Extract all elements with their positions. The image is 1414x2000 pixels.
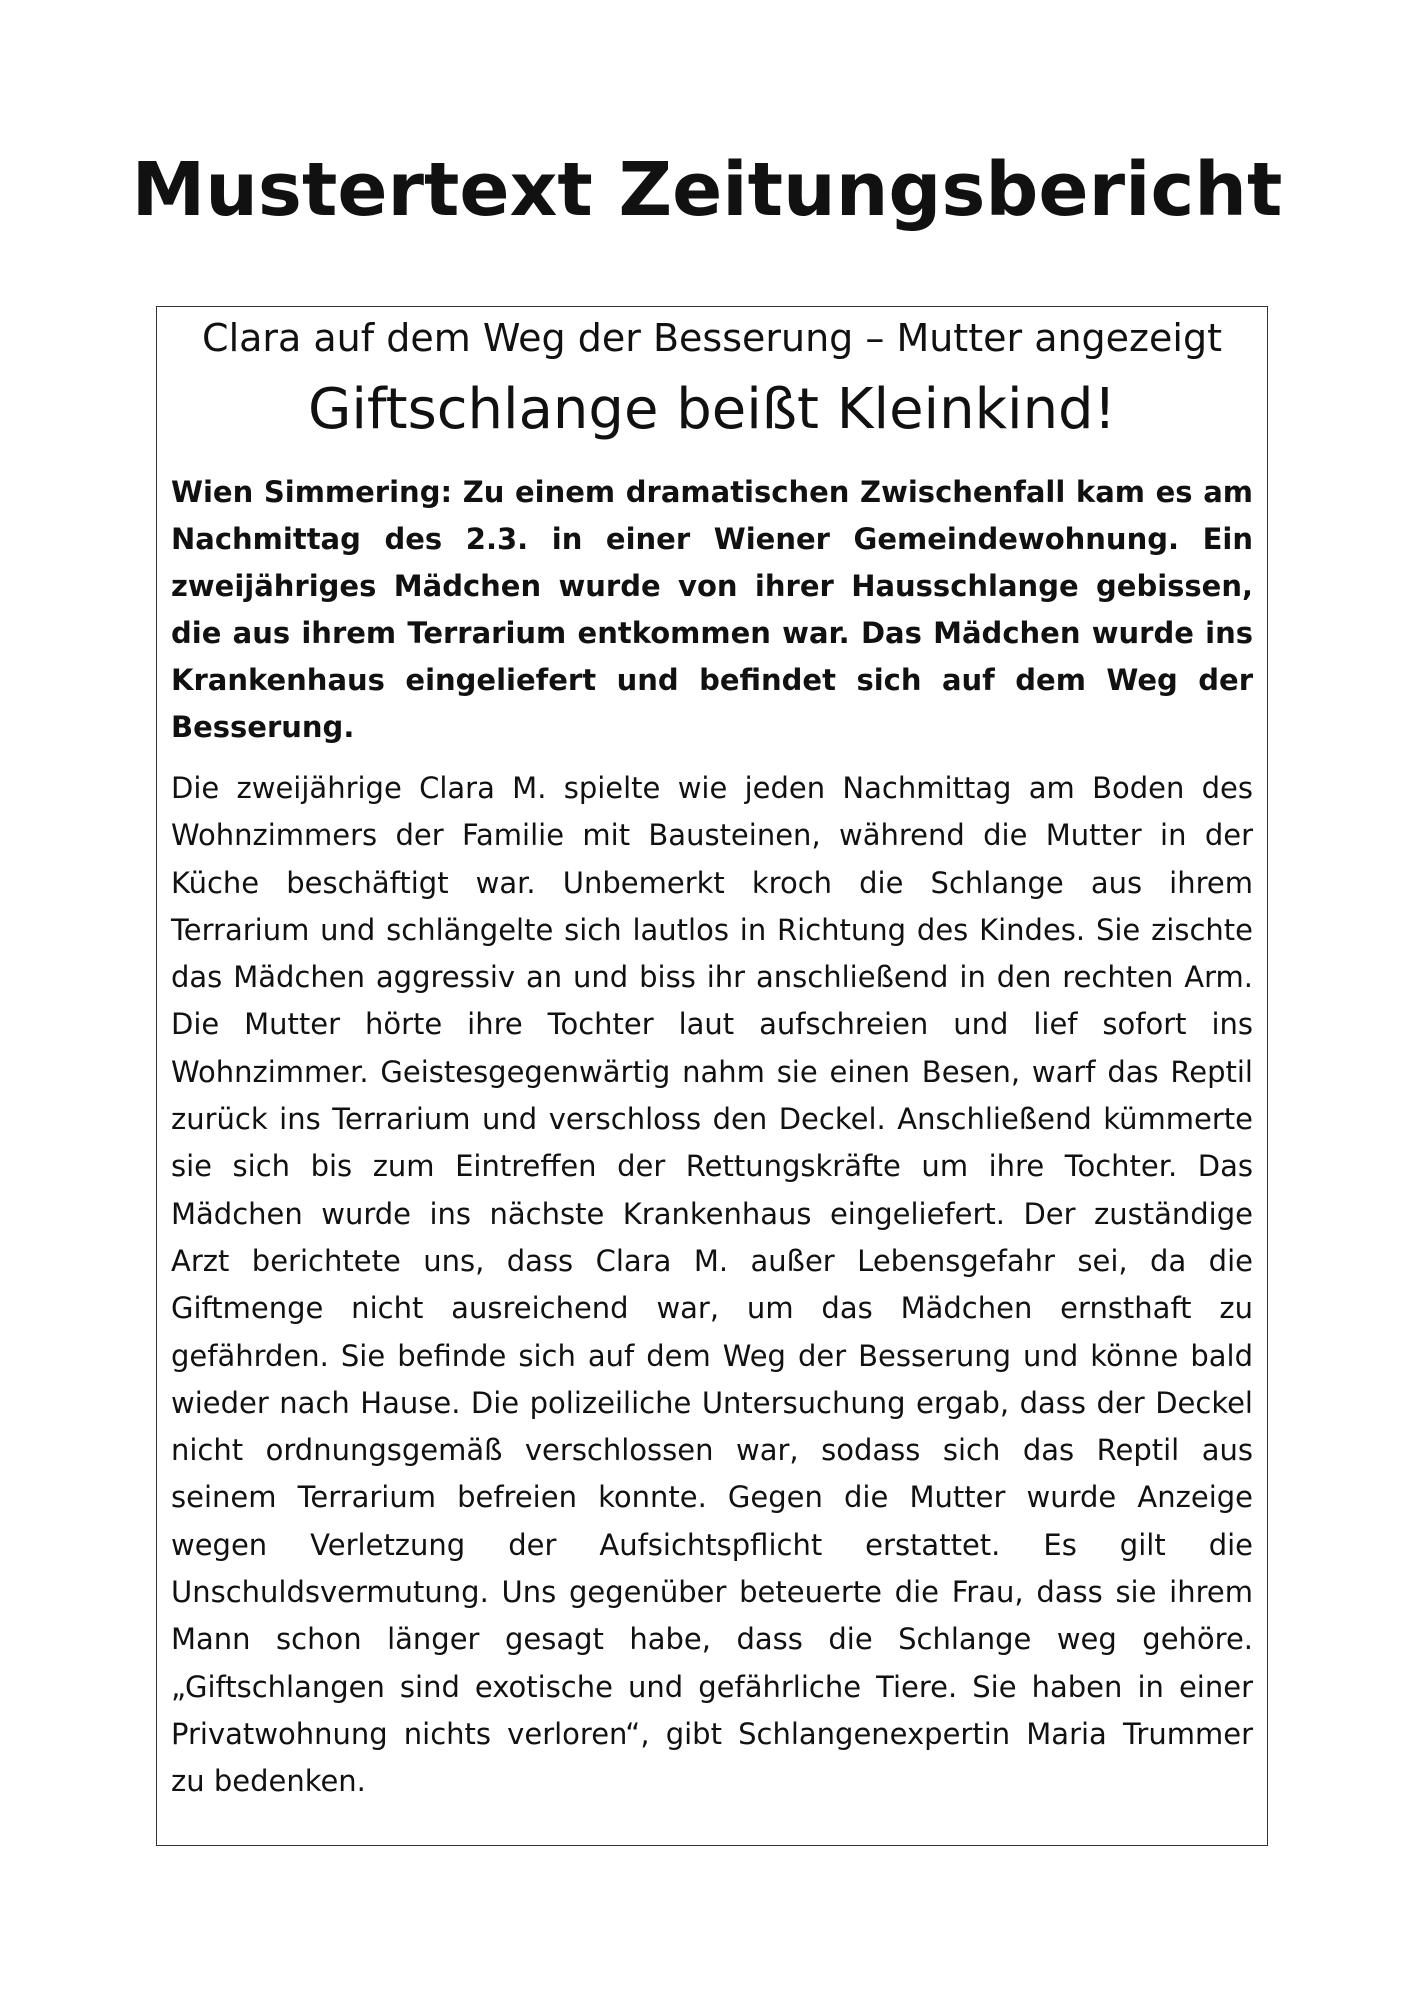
- article-lead: Wien Simmering: Zu einem dramatischen Zwischenfall kam es am Nachmittag des 2.3. in einer Wiener Gemeindewohnung. Ein zweijähriges Mädchen wurde von ihrer Hausschlange gebissen, die aus ihrem Terrarium entkommen war. Das Mädchen wurde ins Krankenhaus eingeliefert und befindet sich auf dem Weg der Besserung.: [171, 475, 1253, 744]
- page-title: Mustertext Zeitungsbericht: [131, 147, 1283, 233]
- article-box: [156, 306, 1268, 1846]
- article-body: Die zweijährige Clara M. spielte wie jeden Nachmittag am Boden des Wohnzimmers der Familie mit Bausteinen, während die Mutter in der Küche beschäftigt war. Unbemerkt kroch die Schlange aus ihrem Terrarium und schlängelte sich lautlos in Richtung des Kindes. Sie zischte das Mädchen aggressiv an und biss ihr anschließend in den rechten Arm. Die Mutter hörte ihre Tochter laut aufschreien und lief sofort ins Wohnzimmer. Geistesgegenwärtig nahm sie einen Besen, warf das Reptil zurück ins Terrarium und verschloss den Deckel. Anschließend kümmerte sie sich bis zum Eintreffen der Rettungskräfte um ihre Tochter. Das Mädchen wurde ins nächste Krankenhaus eingeliefert. Der zuständige Arzt berichtete uns, dass Clara M. außer Lebensgefahr sei, da die Giftmenge nicht ausreichend war, um das Mädchen ernsthaft zu gefährden. Sie befinde sich auf dem Weg der Besserung und könne bald wieder nach Hause. Die polizeiliche Untersuchung ergab, dass der Deckel nicht ordnungsgemäß verschlossen war, sodass sich das Reptil aus seinem Terrarium befreien konnte. Gegen die Mutter wurde Anzeige wegen Verletzung der Aufsichtspflicht erstattet. Es gilt die Unschuldsvermutung. Uns gegenüber beteuerte die Frau, dass sie ihrem Mann schon länger gesagt habe, dass die Schlange weg gehöre. „Giftschlangen sind exotische und gefährliche Tiere. Sie haben in einer Privatwohnung nichts verloren“, gibt Schlangenexpertin Maria Trummer zu bedenken.: [171, 771, 1253, 1799]
- article-kicker: Clara auf dem Weg der Besserung – Mutter angezeigt: [202, 316, 1222, 360]
- article-headline: Giftschlange beißt Kleinkind!: [307, 377, 1117, 442]
